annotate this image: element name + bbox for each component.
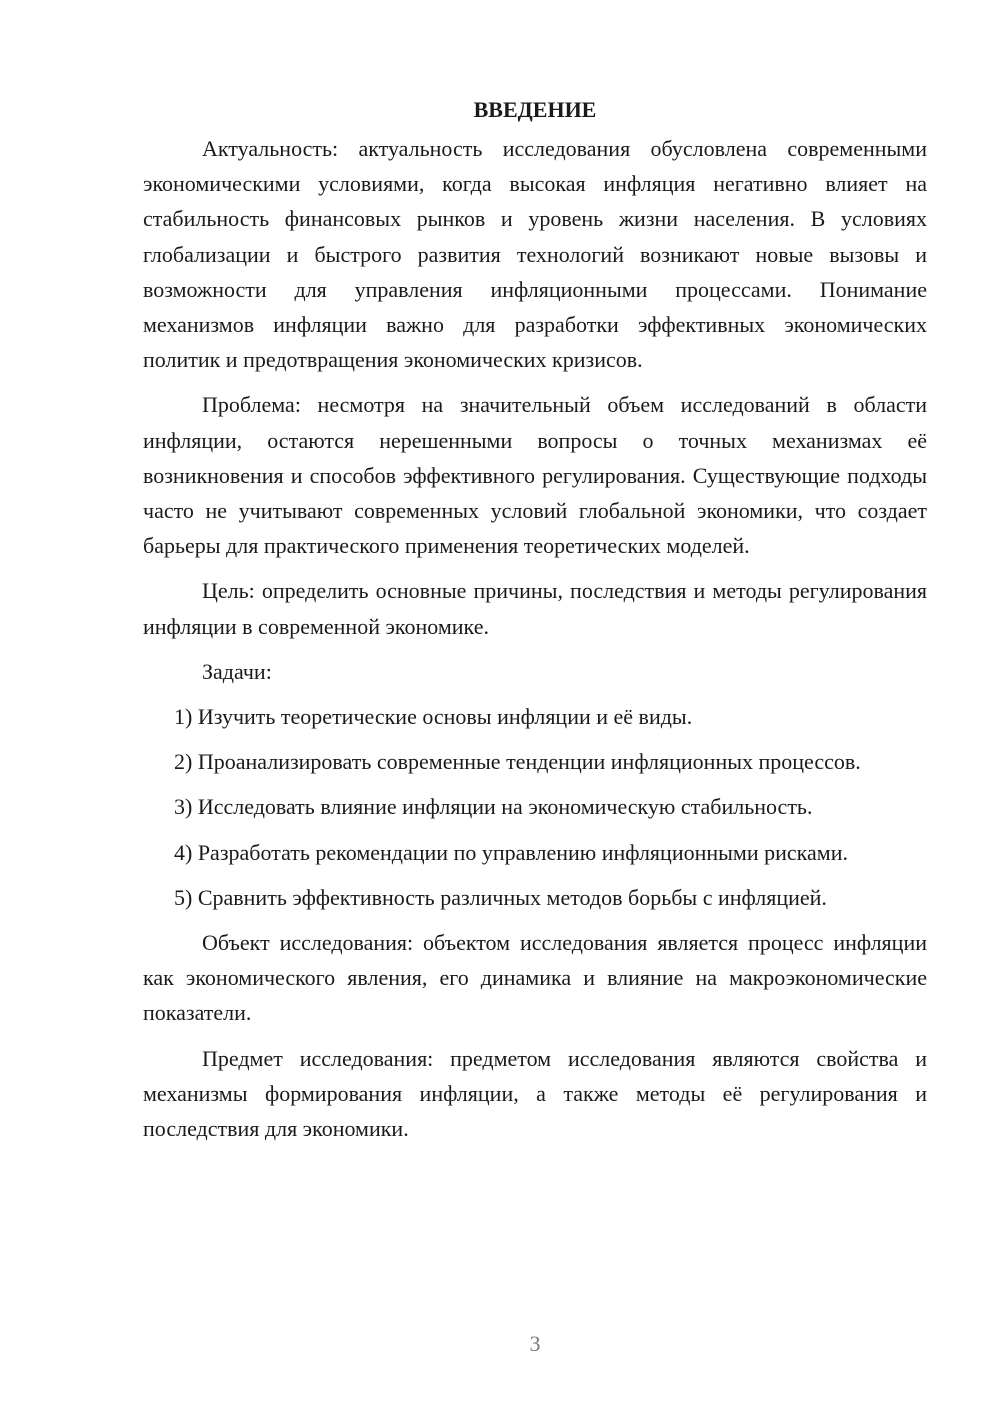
task-item-1: 1) Изучить теоретические основы инфляции и её виды. [174,704,693,730]
task-item-5: 5) Сравнить эффективность различных методов борьбы с инфляцией. [174,884,827,910]
task-item-3: 3) Исследовать влияние инфляции на экономическую стабильность. [174,794,813,820]
task-item-4: 4) Разработать рекомендации по управлению инфляционными рисками. [174,839,848,865]
paragraph-object: Объект исследования: объектом исследования является процесс инфляции как экономического явления, его динамика и влияние на макроэкономические показатели. [143,930,927,1026]
page-number: 3 [529,1331,541,1356]
paragraph-goal: Цель: определить основные причины, последствия и методы регулирования инфляции в современной экономике. [143,578,927,639]
section-title: ВВЕДЕНИЕ [473,97,597,122]
paragraph-subject: Предмет исследования: предметом исследования являются свойства и механизмы формирования инфляции, а также методы её регулирования и последствия для экономики. [143,1045,927,1142]
paragraph-tasks-heading: Задачи: [202,658,272,684]
task-item-2: 2) Проанализировать современные тенденции инфляционных процессов. [174,749,861,775]
paragraph-relevance: Актуальность: актуальность исследования обусловлена современными экономическими условиями, когда высокая инфляция негативно влияет на стабильность финансовых рынков и уровень жизни населения. В условиях глобализации и быстрого развития технологий возникают новые вызовы и возможности для управления инфляционными процессами. Понимание механизмов инфляции важно для разработки эффективных экономических политик и предотвращения экономических кризисов. [143,136,927,373]
document-page [143,92,927,1156]
paragraph-problem: Проблема: несмотря на значительный объем исследований в области инфляции, остаются нерешенными вопросы о точных механизмах её возникновения и способов эффективного регулирования. Существующие подходы часто не учитывают современных условий глобальной экономики, что создает барьеры для практического применения теоретических моделей. [143,392,927,559]
